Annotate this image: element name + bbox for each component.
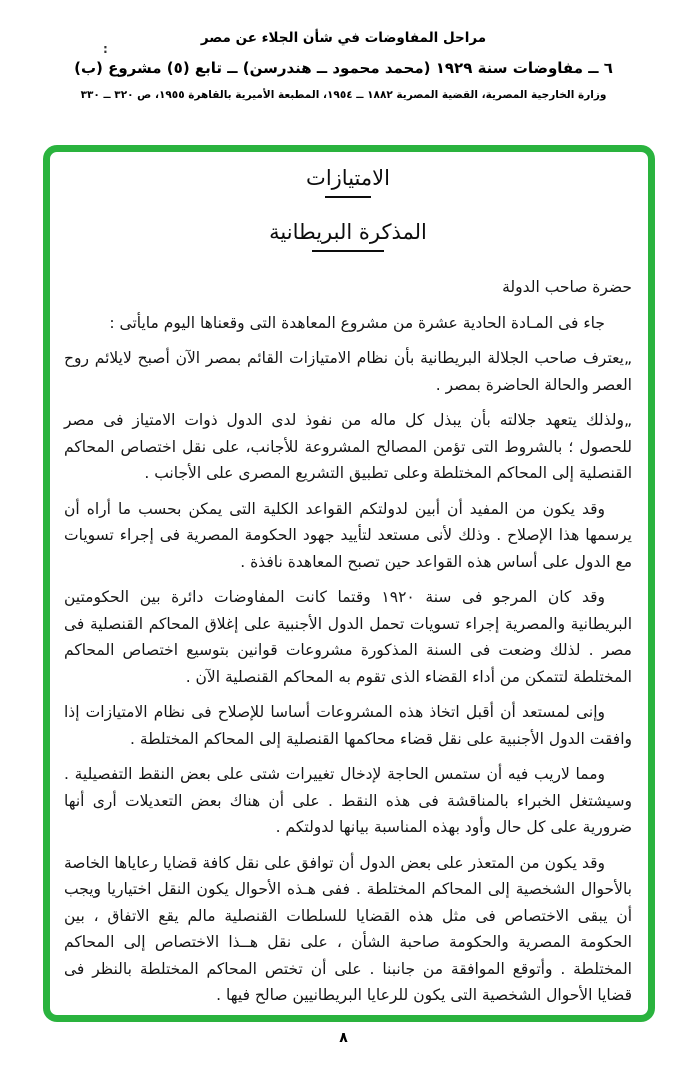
section-subtitle: المذكرة البريطانية xyxy=(269,220,427,244)
section-title: الامتيازات xyxy=(306,166,390,190)
paragraph: وقد كان المرجو فى سنة ١٩٢٠ وقتما كانت المفاوضات دائرة بين الحكومتين البريطانية والمصرية إجراء تسويات تحمل الدول الأجنبية على إغلاق المحاكم القنصلية فى مصر . لذلك وضعت فى السنة المذكورة مشروعات قوانين بتوسيع اختصاص المحاكم المختلطة لتتمكن من أداء القضاء الذى تقوم به المحاكم القنصلية الآن . xyxy=(64,588,632,686)
paragraph: وقد يكون من المفيد أن أبين لدولتكم القواعد الكلية التى يمكن بحسب ما أراه أن يرسمها هذا الإصلاح . وذلك لأنى مستعد لتأييد جهود الحكومة المصرية فى إجراء تسويات مع الدول على أساس هذه القواعد حين تصبح المعاهدة نافذة . xyxy=(64,499,632,571)
paragraph: ومما لاريب فيه أن ستمس الحاجة لإدخال تغييرات شتى على بعض النقط التفصيلية . وسيشتغل الخبراء بالمناقشة فى هذه النقط . على أن هناك بعض التعديلات أرى أنها ضرورية على كل حال وأود بهذه المناسبة بيانها لدولتكم . xyxy=(64,765,632,836)
document-body xyxy=(64,274,632,1009)
header-subtitle: ٦ ــ مفاوضات سنة ١٩٢٩ (محمد محمود ــ هندرسن) ــ تابع (٥) مشروع (ب) xyxy=(74,59,613,77)
salutation: حضرة صاحب الدولة xyxy=(502,278,632,296)
subtitle-underline xyxy=(312,250,384,252)
header-citation: وزارة الخارجية المصرية، القضية المصرية ١٨٨٢ ــ ١٩٥٤، المطبعة الأميرية بالقاهرة ١٩٥٥، ص ٣٢٠ ــ ٣٣٠ xyxy=(80,89,607,101)
paragraph: „يعترف صاحب الجلالة البريطانية بأن نظام الامتيازات القائم بمصر الآن أصبح لايلائم روح العصر والحالة الحاضرة بمصر . xyxy=(64,349,632,394)
title-underline xyxy=(325,196,371,198)
paragraph: وإنى لمستعد أن أقبل اتخاذ هذه المشروعات أساسا للإصلاح فى نظام الامتيازات إذا وافقت الدول الأجنبية على نقل قضاء محاكمها القنصلية إلى المحاكم المختلطة . xyxy=(64,703,632,748)
scan-artifact-mark: : xyxy=(103,42,108,56)
green-annotation-frame xyxy=(43,145,655,1022)
page-number: ٨ xyxy=(339,1030,348,1046)
page-header xyxy=(0,30,687,101)
paragraph: وقد يكون من المتعذر على بعض الدول أن توافق على نقل كافة قضايا رعاياها الخاصة بالأحوال الشخصية إلى المحاكم المختلطة . ففى هـذه الأحوال يكون النقل اختياريا ويجب أن يبقى الاختصاص فى مثل هذه القضايا للسلطات القنصلية مالم يقع الاتفاق ، بين الحكومة المصرية والحكومة صاحبة الشأن ، على نقل هــذا الاختصاص إلى المحاكم المختلطة . وأتوقع الموافقة من جانبنا . على أن تختص المحاكم المختلطة بالنظر فى قضايا الأحوال الشخصية التى يكون للرعايا البريطانيين صالح فيها . xyxy=(64,853,632,1004)
paragraph: „ولذلك يتعهد جلالته بأن يبذل كل ماله من نفوذ لدى الدول ذوات الامتياز فى مصر للحصول ؛ بالشروط التى تؤمن المصالح المشروعة للأجانب، على نقل اختصاص المحاكم القنصلية إلى المحاكم المختلطة وعلى تطبيق التشريع المصرى على الأجانب . xyxy=(64,411,632,482)
header-title: مراحل المفاوضات في شأن الجلاء عن مصر xyxy=(200,30,487,46)
paragraph: جاء فى المـادة الحادية عشرة من مشروع المعاهدة التى وقعناها اليوم مايأتى : xyxy=(109,313,605,332)
